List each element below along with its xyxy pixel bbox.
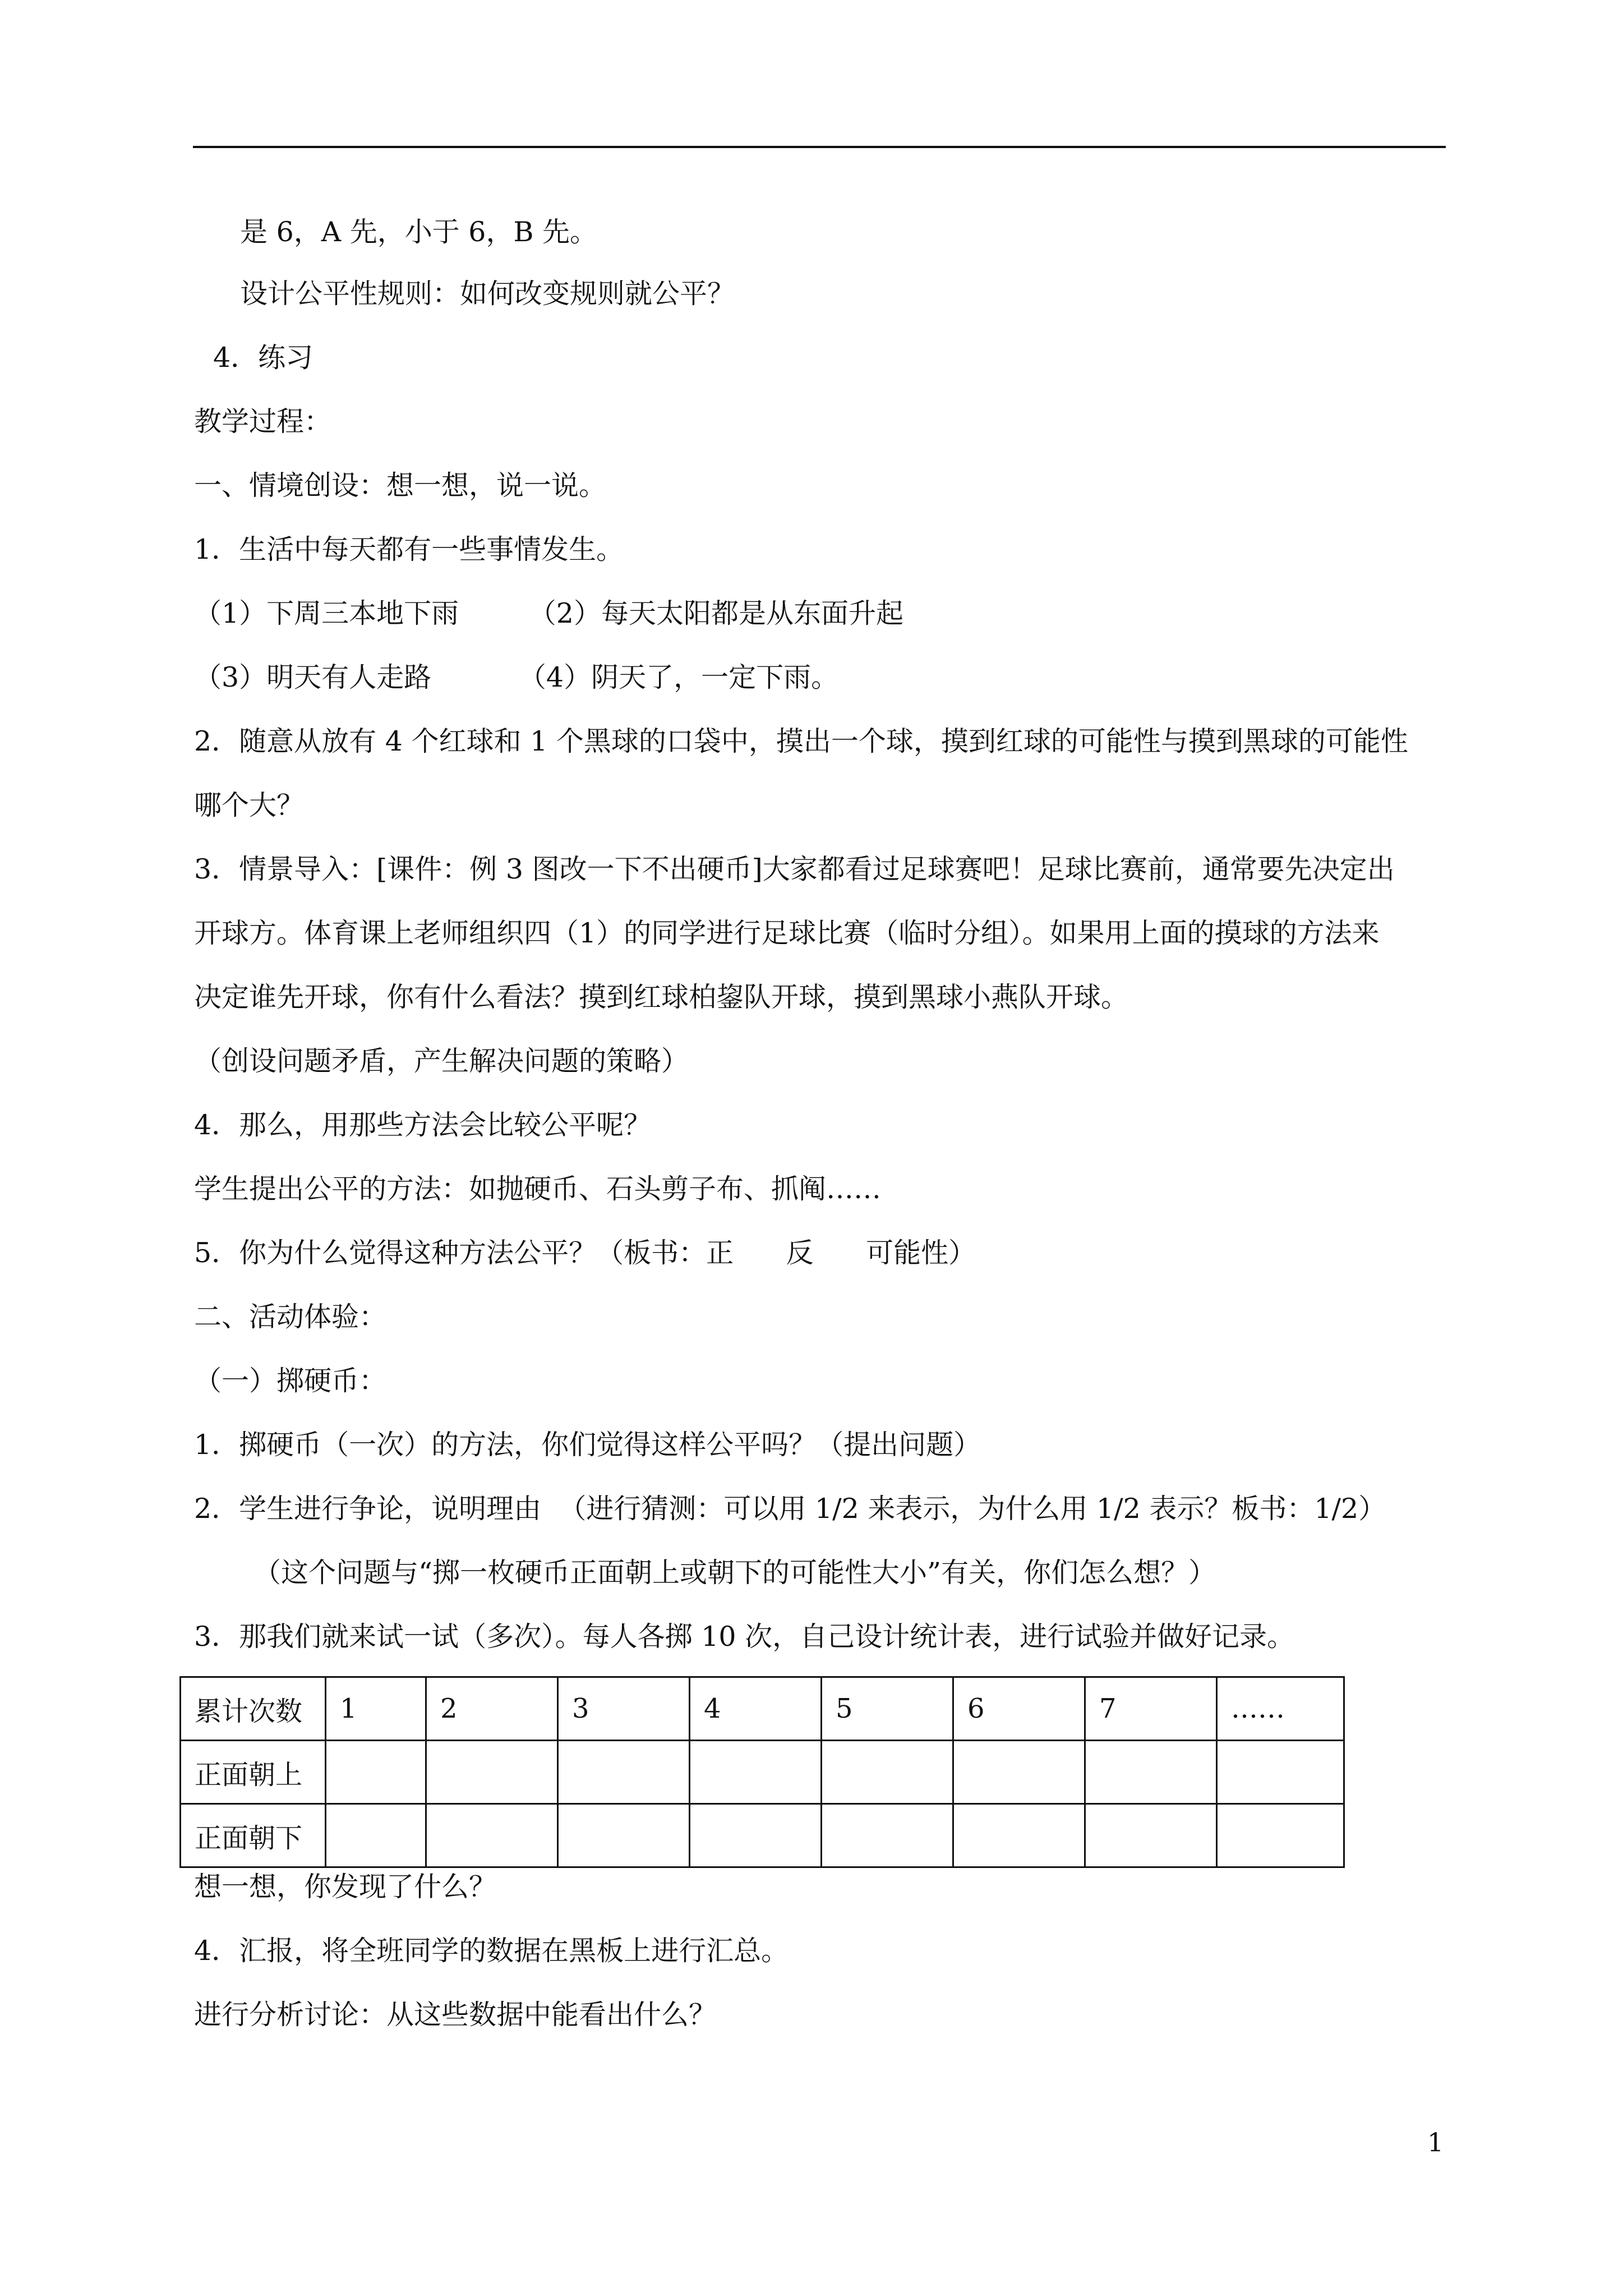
table-cell: …… (1217, 1677, 1344, 1741)
text-line: 二、活动体验： (194, 1301, 387, 1333)
table-cell: 累计次数 (181, 1677, 326, 1741)
text-line: 4．汇报，将全班同学的数据在黑板上进行汇总。 (194, 1935, 789, 1967)
table-row (181, 1804, 1344, 1867)
table-cell (953, 1741, 1085, 1804)
table-cell (558, 1804, 690, 1867)
table-cell (1085, 1741, 1217, 1804)
table-cell (1085, 1804, 1217, 1867)
text-line: （1）下周三本地下雨 （2）每天太阳都是从东面升起 (194, 597, 903, 629)
text-line: 开球方。体育课上老师组织四（1）的同学进行足球比赛（临时分组）。如果用上面的摸球的方法来 (194, 917, 1380, 949)
text-line: （3）明天有人走路 （4）阴天了，一定下雨。 (194, 661, 839, 693)
text-line: 3．那我们就来试一试（多次）。每人各掷 10 次，自己设计统计表，进行试验并做好记录。 (194, 1621, 1295, 1653)
table-cell: 7 (1085, 1677, 1217, 1741)
table-cell: 2 (426, 1677, 558, 1741)
table-cell: 1 (326, 1677, 426, 1741)
text-line: 4．那么，用那些方法会比较公平呢？ (194, 1109, 652, 1141)
table-cell (558, 1741, 690, 1804)
text-line: 学生提出公平的方法：如抛硬币、石头剪子布、抓阄…… (194, 1173, 882, 1205)
text-line: 2．随意从放有 4 个红球和 1 个黑球的口袋中，摸出一个球，摸到红球的可能性与摸到黑球的可能性 (194, 725, 1408, 757)
coin-toss-record-table (179, 1676, 1345, 1868)
table-cell (1217, 1741, 1344, 1804)
text-line: 是 6，A 先，小于 6，B 先。 (240, 216, 598, 248)
table-cell: 6 (953, 1677, 1085, 1741)
page-number: 1 (1427, 2127, 1444, 2157)
text-line: 1．生活中每天都有一些事情发生。 (194, 533, 624, 565)
text-line: 哪个大？ (194, 789, 305, 821)
table-cell (426, 1804, 558, 1867)
table-cell (953, 1804, 1085, 1867)
table-cell (1217, 1804, 1344, 1867)
text-line: 决定谁先开球，你有什么看法？摸到红球柏鋆队开球，摸到黑球小燕队开球。 (194, 981, 1129, 1013)
text-line: 2．学生进行争论，说明理由 （进行猜测：可以用 1/2 来表示，为什么用 1/2 表示？板书：1/2） (194, 1493, 1386, 1525)
header-rule (193, 146, 1446, 148)
table-row (181, 1741, 1344, 1804)
text-line: 4．练习 (213, 342, 313, 374)
text-line: 教学过程： (194, 406, 332, 438)
text-line: 5．你为什么觉得这种方法公平？（板书：正 反 可能性） (194, 1237, 976, 1269)
table-row (181, 1677, 1344, 1741)
text-line: 3．情景导入：[课件：例 3 图改一下不出硬币]大家都看过足球赛吧！足球比赛前，通常要先决定出 (194, 853, 1395, 885)
table-cell: 正面朝上 (181, 1741, 326, 1804)
text-line: 1．掷硬币（一次）的方法，你们觉得这样公平吗？（提出问题） (194, 1429, 981, 1461)
text-line: 一、情境创设：想一想，说一说。 (194, 470, 607, 501)
text-line: 进行分析讨论：从这些数据中能看出什么？ (194, 1999, 717, 2031)
table-cell: 5 (822, 1677, 953, 1741)
text-line: 设计公平性规则：如何改变规则就公平？ (240, 278, 735, 310)
text-line: （创设问题矛盾，产生解决问题的策略） (194, 1045, 689, 1077)
table-cell: 4 (690, 1677, 822, 1741)
table-cell (326, 1804, 426, 1867)
table-cell (426, 1741, 558, 1804)
text-line: （这个问题与“掷一枚硬币正面朝上或朝下的可能性大小”有关，你们怎么想？） (253, 1557, 1216, 1589)
table-cell (326, 1741, 426, 1804)
table-cell: 正面朝下 (181, 1804, 326, 1867)
table-cell (690, 1804, 822, 1867)
text-line: （一）掷硬币： (194, 1365, 387, 1397)
table-cell (822, 1804, 953, 1867)
table-cell (822, 1741, 953, 1804)
table-cell: 3 (558, 1677, 690, 1741)
text-line: 想一想，你发现了什么？ (194, 1871, 497, 1903)
table-cell (690, 1741, 822, 1804)
